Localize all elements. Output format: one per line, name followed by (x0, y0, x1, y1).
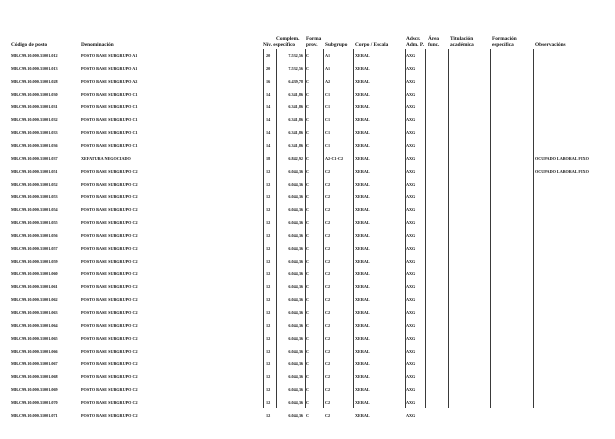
cell-subgrupo: C2 (325, 194, 331, 200)
cell-subgrupo: C1 (325, 91, 331, 97)
table-row (0, 258, 615, 266)
cell-corpo: XERAL (355, 220, 370, 226)
cell-forma: C (306, 310, 310, 315)
cell-corpo: XERAL (355, 91, 370, 97)
table-row (0, 270, 615, 278)
cell-forma: C (306, 168, 310, 174)
cell-corpo: XERAL (355, 271, 370, 277)
header-titulacion: Titulación (450, 36, 474, 42)
cell-adscripcion: AXG (406, 322, 416, 328)
cell-adscripcion: AXG (406, 155, 416, 161)
cell-complemento: 6.044,36 (288, 207, 303, 213)
cell-subgrupo: C2 (325, 245, 331, 251)
cell-complemento: 6.439,78 (288, 78, 303, 84)
cell-subgrupo: C2 (325, 271, 331, 277)
cell-complemento: 6.341,86 (288, 142, 303, 148)
cell-codigo: MR.C99.10.000.31001.033 (11, 130, 58, 136)
cell-denominacion: POSTO BASE SUBGRUPO C2 (81, 220, 138, 226)
cell-corpo: XERAL (355, 335, 370, 341)
cell-denominacion: POSTO BASE SUBGRUPO C2 (81, 271, 138, 277)
cell-nivel: 12 (266, 399, 271, 405)
cell-forma: C (306, 142, 310, 148)
cell-forma: C (306, 232, 310, 238)
cell-codigo: MR.C99.10.000.31001.069 (11, 387, 58, 393)
cell-complemento: 6.044,36 (288, 258, 303, 264)
table-row (0, 65, 615, 73)
cell-corpo: XERAL (355, 117, 370, 123)
cell-codigo: MR.C99.10.000.31001.055 (11, 220, 58, 226)
cell-complemento: 6.044,36 (288, 271, 303, 277)
table-row (0, 142, 615, 150)
table-row (0, 309, 615, 317)
cell-denominacion: POSTO BASE SUBGRUPO C2 (81, 374, 138, 380)
cell-codigo: MR.C99.10.000.31001.037 (11, 155, 58, 161)
cell-nivel: 12 (266, 322, 271, 328)
table-row (0, 283, 615, 291)
cell-denominacion: POSTO BASE SUBGRUPO C2 (81, 297, 138, 303)
cell-codigo: MR.C99.10.000.31001.053 (11, 194, 58, 200)
cell-codigo: MR.C99.10.000.31001.031 (11, 104, 58, 110)
cell-forma: C (306, 181, 310, 187)
table-row (0, 399, 615, 407)
cell-codigo: MR.C99.10.000.31001.070 (11, 399, 58, 405)
cell-adscripcion: AXG (406, 130, 416, 136)
cell-adscripcion: AXG (406, 142, 416, 148)
cell-codigo: MR.C99.10.000.31001.060 (11, 271, 58, 277)
cell-adscripcion: AXG (406, 412, 416, 418)
cell-adscripcion: AXG (406, 207, 416, 213)
cell-corpo: XERAL (355, 310, 370, 315)
cell-complemento: 6.044,36 (288, 181, 303, 187)
cell-codigo: MR.C99.10.000.31001.013 (11, 65, 58, 71)
cell-forma: C (306, 374, 310, 380)
table-row (0, 412, 615, 420)
cell-denominacion: POSTO BASE SUBGRUPO C1 (81, 91, 138, 97)
cell-corpo: XERAL (355, 53, 370, 58)
cell-subgrupo: C2 (325, 374, 331, 380)
cell-complemento: 6.044,36 (288, 335, 303, 341)
cell-nivel: 18 (266, 155, 271, 161)
cell-subgrupo: C1 (325, 130, 331, 136)
cell-complemento: 6.044,36 (288, 399, 303, 405)
cell-denominacion: POSTO BASE SUBGRUPO C2 (81, 335, 138, 341)
cell-forma: C (306, 91, 310, 97)
cell-forma: C (306, 412, 310, 418)
cell-nivel: 12 (266, 168, 271, 174)
cell-adscripcion: AXG (406, 399, 416, 405)
cell-adscripcion: AXG (406, 245, 416, 251)
cell-denominacion: POSTO BASE SUBGRUPO C2 (81, 310, 138, 315)
table-row (0, 91, 615, 99)
cell-codigo: MR.C99.10.000.31001.030 (11, 91, 58, 97)
cell-nivel: 12 (266, 271, 271, 277)
cell-adscripcion: AXG (406, 168, 416, 174)
cell-corpo: XERAL (355, 258, 370, 264)
header-denominacion: Denominación (81, 42, 114, 48)
cell-forma: C (306, 361, 310, 367)
cell-nivel: 12 (266, 412, 271, 418)
cell-adscripcion: AXG (406, 387, 416, 393)
cell-corpo: XERAL (355, 130, 370, 136)
cell-denominacion: POSTO BASE SUBGRUPO C2 (81, 207, 138, 213)
cell-complemento: 7.532,56 (288, 53, 303, 58)
cell-corpo: XERAL (355, 348, 370, 354)
header-formacion: Formación (492, 36, 517, 42)
cell-subgrupo: A1 (325, 53, 331, 58)
cell-subgrupo: C2 (325, 322, 331, 328)
cell-complemento: 6.044,36 (288, 297, 303, 303)
cell-nivel: 12 (266, 310, 271, 315)
cell-codigo: MR.C99.10.000.31001.066 (11, 348, 58, 354)
cell-forma: C (306, 271, 310, 277)
cell-corpo: XERAL (355, 297, 370, 303)
cell-forma: C (306, 245, 310, 251)
cell-codigo: MR.C99.10.000.31001.054 (11, 207, 58, 213)
cell-nivel: 14 (266, 117, 271, 123)
cell-complemento: 6.044,36 (288, 361, 303, 367)
cell-denominacion: POSTO BASE SUBGRUPO A1 (81, 65, 138, 71)
header-complemento: Complem. (276, 36, 300, 42)
cell-adscripcion: AXG (406, 258, 416, 264)
cell-subgrupo: C2 (325, 232, 331, 238)
cell-corpo: XERAL (355, 194, 370, 200)
cell-complemento: 6.044,36 (288, 245, 303, 251)
cell-adscripcion: AXG (406, 374, 416, 380)
cell-forma: C (306, 297, 310, 303)
cell-observacions: OCUPADO LABORAL FIXO (535, 168, 589, 174)
cell-denominacion: POSTO BASE SUBGRUPO C2 (81, 245, 138, 251)
cell-subgrupo: C2 (325, 387, 331, 393)
cell-denominacion: POSTO BASE SUBGRUPO C2 (81, 361, 138, 367)
cell-corpo: XERAL (355, 181, 370, 187)
cell-nivel: 12 (266, 348, 271, 354)
table-row (0, 335, 615, 343)
cell-corpo: XERAL (355, 399, 370, 405)
cell-codigo: MR.C99.10.000.31001.067 (11, 361, 58, 367)
cell-complemento: 6.044,36 (288, 412, 303, 418)
cell-complemento: 6.341,86 (288, 91, 303, 97)
cell-forma: C (306, 207, 310, 213)
cell-subgrupo: C2 (325, 297, 331, 303)
cell-corpo: XERAL (355, 65, 370, 71)
table-row (0, 193, 615, 201)
cell-complemento: 7.532,56 (288, 65, 303, 71)
cell-forma: C (306, 78, 310, 84)
cell-nivel: 20 (266, 53, 271, 58)
cell-complemento: 6.044,36 (288, 194, 303, 200)
cell-nivel: 14 (266, 130, 271, 136)
cell-nivel: 12 (266, 220, 271, 226)
header-administracion: Adm. P. (406, 42, 424, 48)
cell-nivel: 12 (266, 361, 271, 367)
cell-complemento: 6.044,36 (288, 168, 303, 174)
cell-adscripcion: AXG (406, 53, 416, 58)
cell-nivel: 14 (266, 104, 271, 110)
table-row (0, 155, 615, 163)
cell-subgrupo: C2 (325, 220, 331, 226)
cell-adscripcion: AXG (406, 361, 416, 367)
cell-subgrupo: C2 (325, 412, 331, 418)
cell-adscripcion: AXG (406, 271, 416, 277)
cell-adscripcion: AXG (406, 194, 416, 200)
header-academica: académica (450, 42, 474, 48)
cell-complemento: 6.842,92 (288, 155, 303, 161)
cell-denominacion: XEFATURA NEGOCIADO (81, 155, 131, 161)
table-row (0, 129, 615, 137)
cell-forma: C (306, 155, 310, 161)
table-row (0, 322, 615, 330)
cell-complemento: 6.341,86 (288, 104, 303, 110)
cell-corpo: XERAL (355, 142, 370, 148)
cell-adscripcion: AXG (406, 335, 416, 341)
table-row (0, 296, 615, 304)
cell-subgrupo: C1 (325, 117, 331, 123)
cell-denominacion: POSTO BASE SUBGRUPO C2 (81, 194, 138, 200)
cell-subgrupo: C2 (325, 335, 331, 341)
cell-complemento: 6.044,36 (288, 232, 303, 238)
cell-corpo: XERAL (355, 168, 370, 174)
table-row (0, 360, 615, 368)
cell-denominacion: POSTO BASE SUBGRUPO A1 (81, 53, 138, 58)
cell-forma: C (306, 194, 310, 200)
cell-nivel: 12 (266, 194, 271, 200)
cell-nivel: 12 (266, 207, 271, 213)
table-row (0, 52, 615, 60)
cell-denominacion: POSTO BASE SUBGRUPO C2 (81, 232, 138, 238)
cell-corpo: XERAL (355, 78, 370, 84)
cell-nivel: 20 (266, 65, 271, 71)
cell-forma: C (306, 258, 310, 264)
cell-denominacion: POSTO BASE SUBGRUPO C2 (81, 348, 138, 354)
cell-adscripcion: AXG (406, 310, 416, 315)
cell-codigo: MR.C99.10.000.31001.051 (11, 168, 58, 174)
cell-complemento: 6.044,36 (288, 322, 303, 328)
cell-adscripcion: AXG (406, 78, 416, 84)
cell-forma: C (306, 284, 310, 290)
cell-denominacion: POSTO BASE SUBGRUPO C1 (81, 104, 138, 110)
table-row (0, 219, 615, 227)
cell-adscripcion: AXG (406, 348, 416, 354)
cell-subgrupo: A2 (325, 78, 331, 84)
cell-subgrupo: C2 (325, 361, 331, 367)
cell-subgrupo: C2 (325, 284, 331, 290)
cell-nivel: 12 (266, 181, 271, 187)
cell-codigo: MR.C99.10.000.31001.065 (11, 335, 58, 341)
table-row (0, 103, 615, 111)
cell-adscripcion: AXG (406, 104, 416, 110)
cell-codigo: MR.C99.10.000.31001.028 (11, 78, 58, 84)
cell-denominacion: POSTO BASE SUBGRUPO C2 (81, 258, 138, 264)
cell-denominacion: POSTO BASE SUBGRUPO C1 (81, 130, 138, 136)
cell-complemento: 6.044,36 (288, 220, 303, 226)
cell-codigo: MR.C99.10.000.31001.036 (11, 142, 58, 148)
cell-subgrupo: C2 (325, 348, 331, 354)
table-row (0, 348, 615, 356)
cell-complemento: 6.341,86 (288, 117, 303, 123)
table-row (0, 206, 615, 214)
table-row (0, 181, 615, 189)
cell-corpo: XERAL (355, 374, 370, 380)
cell-subgrupo: C2 (325, 399, 331, 405)
table-row (0, 168, 615, 176)
cell-nivel: 14 (266, 142, 271, 148)
cell-codigo: MR.C99.10.000.31001.057 (11, 245, 58, 251)
cell-subgrupo: C2 (325, 168, 331, 174)
header-especifica: específica (492, 42, 514, 48)
cell-nivel: 12 (266, 245, 271, 251)
cell-denominacion: POSTO BASE SUBGRUPO C2 (81, 322, 138, 328)
cell-complemento: 6.044,36 (288, 387, 303, 393)
header-observacions: Observacións (535, 42, 566, 48)
cell-forma: C (306, 130, 310, 136)
cell-adscripcion: AXG (406, 181, 416, 187)
cell-nivel: 12 (266, 387, 271, 393)
cell-codigo: MR.C99.10.000.31001.061 (11, 284, 58, 290)
cell-nivel: 12 (266, 335, 271, 341)
cell-codigo: MR.C99.10.000.31001.062 (11, 297, 58, 303)
cell-nivel: 12 (266, 297, 271, 303)
cell-subgrupo: C2 (325, 310, 331, 315)
cell-corpo: XERAL (355, 284, 370, 290)
cell-adscripcion: AXG (406, 65, 416, 71)
cell-complemento: 6.044,36 (288, 310, 303, 315)
cell-codigo: MR.C99.10.000.31001.032 (11, 117, 58, 123)
cell-subgrupo: C1 (325, 104, 331, 110)
cell-corpo: XERAL (355, 412, 370, 418)
table-row (0, 245, 615, 253)
cell-nivel: 12 (266, 284, 271, 290)
cell-codigo: MR.C99.10.000.31001.059 (11, 258, 58, 264)
cell-denominacion: POSTO BASE SUBGRUPO C2 (81, 181, 138, 187)
cell-adscripcion: AXG (406, 232, 416, 238)
cell-subgrupo: C2 (325, 181, 331, 187)
cell-adscripcion: AXG (406, 297, 416, 303)
header-adscripcion: Adscr. (406, 36, 421, 42)
table-row (0, 78, 615, 86)
cell-forma: C (306, 104, 310, 110)
cell-forma: C (306, 117, 310, 123)
cell-forma: C (306, 322, 310, 328)
cell-subgrupo: C2 (325, 258, 331, 264)
cell-complemento: 6.044,36 (288, 348, 303, 354)
cell-denominacion: POSTO BASE SUBGRUPO A2 (81, 78, 138, 84)
header-nivel-especifico: Nív. específico (263, 42, 296, 48)
cell-codigo: MR.C99.10.000.31001.063 (11, 310, 58, 315)
cell-forma: C (306, 387, 310, 393)
cell-corpo: XERAL (355, 232, 370, 238)
cell-adscripcion: AXG (406, 220, 416, 226)
table-row (0, 116, 615, 124)
cell-denominacion: POSTO BASE SUBGRUPO C2 (81, 399, 138, 405)
cell-forma: C (306, 399, 310, 405)
cell-nivel: 12 (266, 232, 271, 238)
cell-forma: C (306, 53, 310, 58)
cell-subgrupo: C2 (325, 207, 331, 213)
header-provision: prov. (306, 42, 318, 48)
cell-adscripcion: AXG (406, 284, 416, 290)
cell-corpo: XERAL (355, 245, 370, 251)
cell-denominacion: POSTO BASE SUBGRUPO C2 (81, 387, 138, 393)
cell-corpo: XERAL (355, 207, 370, 213)
cell-nivel: 12 (266, 258, 271, 264)
cell-subgrupo: A1 (325, 65, 331, 71)
cell-complemento: 6.044,36 (288, 284, 303, 290)
cell-corpo: XERAL (355, 155, 370, 161)
cell-denominacion: POSTO BASE SUBGRUPO C2 (81, 412, 138, 418)
table-row (0, 373, 615, 381)
cell-codigo: MR.C99.10.000.31001.052 (11, 181, 58, 187)
cell-nivel: 12 (266, 374, 271, 380)
cell-complemento: 6.044,36 (288, 374, 303, 380)
table-row (0, 386, 615, 394)
cell-nivel: 14 (266, 91, 271, 97)
cell-subgrupo: C1 (325, 142, 331, 148)
cell-denominacion: POSTO BASE SUBGRUPO C1 (81, 117, 138, 123)
cell-corpo: XERAL (355, 361, 370, 367)
cell-corpo: XERAL (355, 322, 370, 328)
cell-nivel: 16 (266, 78, 271, 84)
cell-codigo: MR.C99.10.000.31001.064 (11, 322, 58, 328)
header-funcional: func. (428, 42, 440, 48)
cell-forma: C (306, 220, 310, 226)
cell-codigo: MR.C99.10.000.31001.056 (11, 232, 58, 238)
cell-codigo: MR.C99.10.000.31001.071 (11, 412, 58, 418)
header-corpo-escala: Corpo / Escala (355, 42, 389, 48)
cell-forma: C (306, 348, 310, 354)
cell-subgrupo: A2-C1-C2 (325, 155, 344, 161)
header-codigo: Código de posto (11, 42, 48, 48)
cell-denominacion: POSTO BASE SUBGRUPO C2 (81, 168, 138, 174)
cell-codigo: MR.C99.10.000.31001.012 (11, 53, 58, 58)
cell-complemento: 6.341,86 (288, 130, 303, 136)
cell-denominacion: POSTO BASE SUBGRUPO C1 (81, 142, 138, 148)
table-row (0, 232, 615, 240)
cell-corpo: XERAL (355, 387, 370, 393)
cell-observacions: OCUPADO LABORAL FIXO (535, 155, 589, 161)
header-subgrupo: Subgrupo (325, 42, 348, 48)
cell-corpo: XERAL (355, 104, 370, 110)
cell-denominacion: POSTO BASE SUBGRUPO C2 (81, 284, 138, 290)
cell-forma: C (306, 335, 310, 341)
header-area: Área (428, 36, 440, 42)
cell-adscripcion: AXG (406, 117, 416, 123)
cell-codigo: MR.C99.10.000.31001.068 (11, 374, 58, 380)
cell-forma: C (306, 65, 310, 71)
cell-adscripcion: AXG (406, 91, 416, 97)
header-forma: Forma (306, 36, 322, 42)
